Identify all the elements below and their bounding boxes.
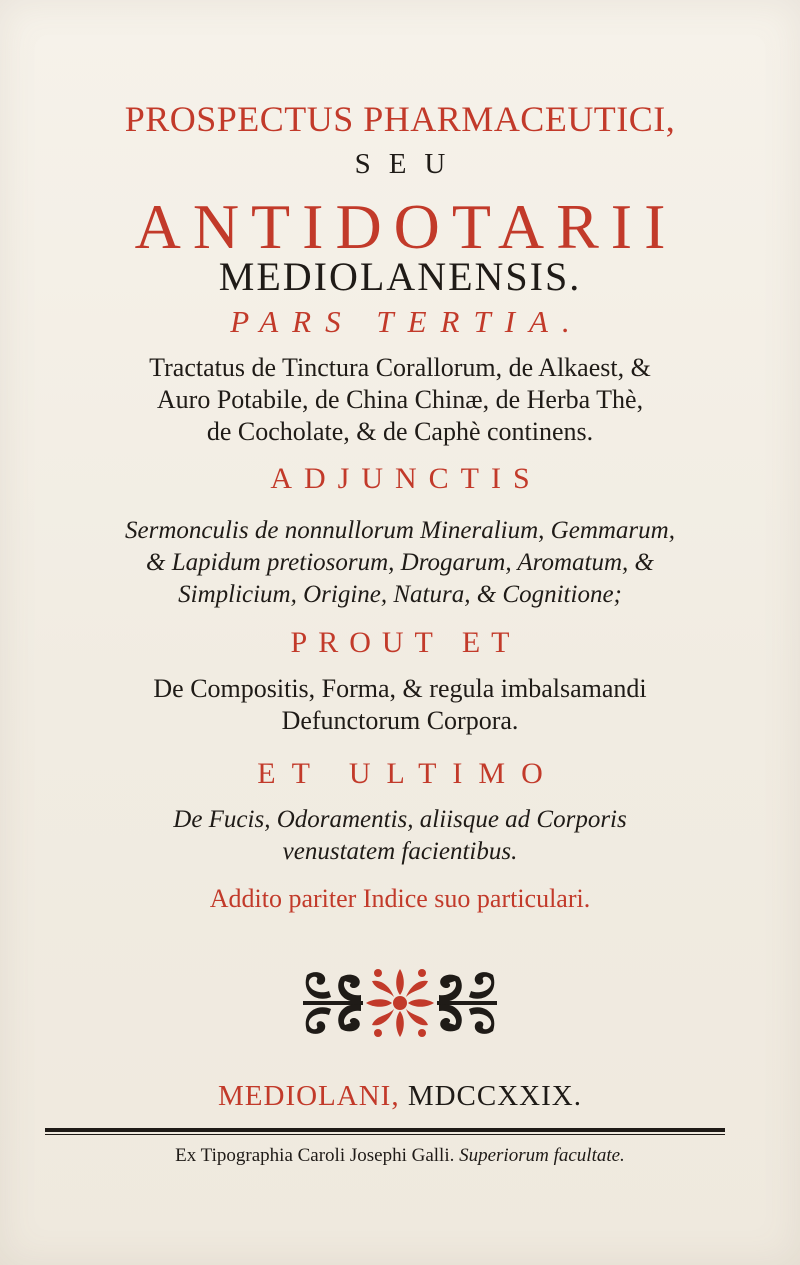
compositis-line: De Compositis, Forma, & regula imbalsamandi bbox=[153, 674, 647, 703]
fucis-paragraph bbox=[80, 804, 720, 868]
sermonculis-line: Simplicium, Origine, Natura, & Cognitione; bbox=[178, 581, 622, 608]
fucis-line: venustatem facientibus. bbox=[282, 838, 518, 865]
title-line-5: PARS TERTIA. bbox=[230, 304, 584, 339]
sermonculis-line: Sermonculis de nonnullorum Mineralium, Gemmarum, bbox=[125, 517, 675, 544]
tractatus-line: de Cocholate, & de Caphè continens. bbox=[206, 417, 594, 446]
heading-et-ultimo: ET ULTIMO bbox=[257, 757, 559, 790]
tractatus-paragraph bbox=[80, 352, 720, 448]
heading-prout-et: PROUT ET bbox=[290, 626, 521, 659]
imprint-city: MEDIOLANI, bbox=[218, 1080, 400, 1112]
double-rule-thick bbox=[45, 1128, 725, 1132]
heading-adjunctis: ADJUNCTIS bbox=[270, 462, 542, 495]
printer-name: Ex Tipographia Caroli Josephi Galli. bbox=[175, 1145, 455, 1166]
title-line-3: ANTIDOTARII bbox=[134, 191, 678, 262]
permission-note: Superiorum facultate. bbox=[459, 1145, 625, 1166]
fleuron-ornament-icon bbox=[293, 963, 507, 1043]
fucis-line: De Fucis, Odoramentis, aliisque ad Corporis bbox=[173, 806, 627, 833]
tractatus-line: Auro Potabile, de China Chinæ, de Herba Thè, bbox=[156, 385, 644, 414]
sermonculis-line: & Lapidum pretiosorum, Drogarum, Aromatum, & bbox=[146, 549, 654, 576]
imprint-line bbox=[0, 1080, 800, 1113]
title-line-1: PROSPECTUS PHARMACEUTICI, bbox=[124, 99, 676, 139]
compositis-line: Defunctorum Corpora. bbox=[281, 706, 519, 735]
sermonculis-paragraph bbox=[80, 515, 720, 611]
compositis-paragraph bbox=[80, 673, 720, 737]
double-rule-thin bbox=[45, 1134, 725, 1135]
imprint-year: MDCCXXIX. bbox=[407, 1080, 582, 1112]
tractatus-line: Tractatus de Tinctura Corallorum, de Alkaest, & bbox=[149, 353, 651, 382]
title-line-4: MEDIOLANENSIS. bbox=[218, 254, 582, 299]
addito-line: Addito pariter Indice suo particulari. bbox=[209, 884, 591, 913]
printer-line bbox=[0, 1145, 800, 1167]
title-line-2: SEU bbox=[354, 148, 464, 180]
